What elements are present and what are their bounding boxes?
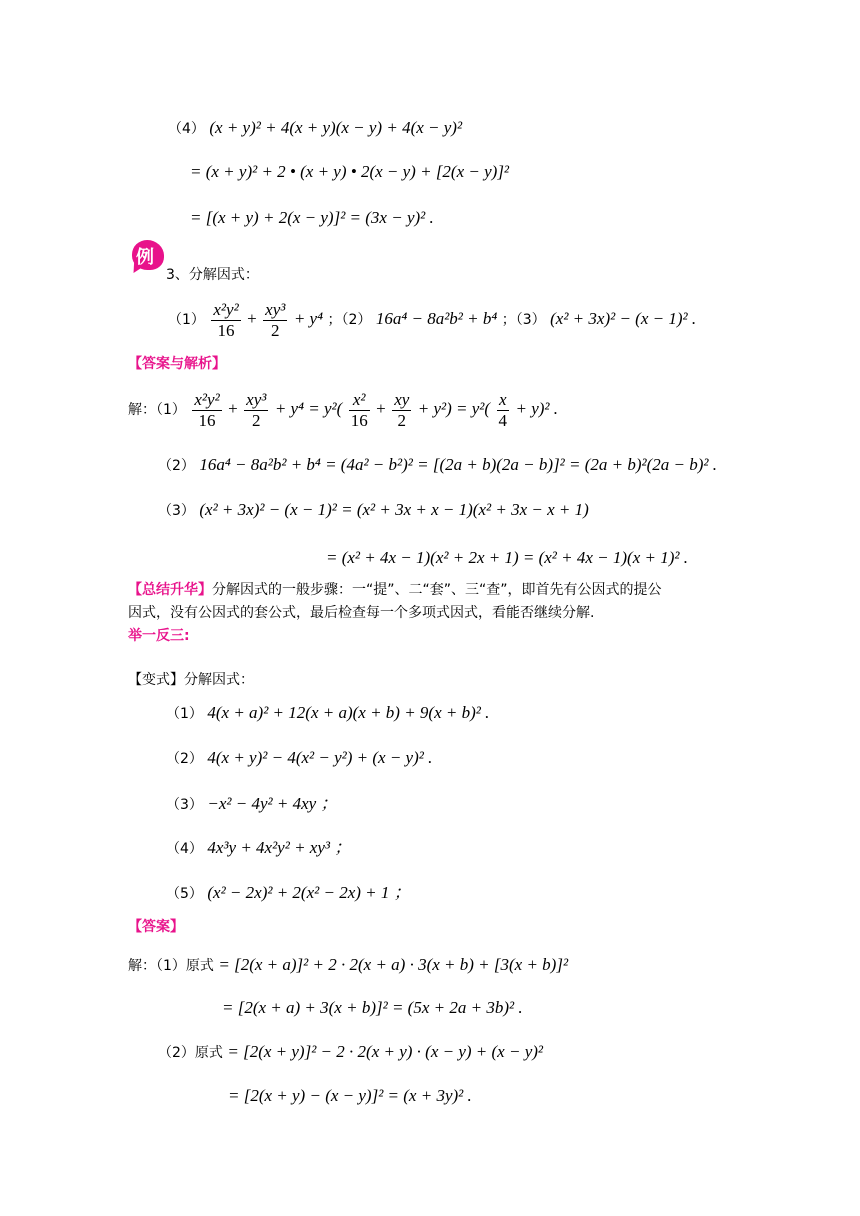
item4-expr2: = (x + y)² + 2 • (x + y) • 2(x − y) + [2(x − y)]² xyxy=(190,162,510,181)
variant-item-2-label: （2） xyxy=(166,751,203,767)
s1-frac1-num: x²y² xyxy=(194,389,220,409)
s1-frac4-num: xy xyxy=(394,389,410,409)
s1-frac5-num: x xyxy=(497,390,510,411)
item4-line2 xyxy=(190,162,509,183)
s1-frac4-den: 2 xyxy=(397,410,407,430)
variant-item-3-label: （3） xyxy=(166,797,203,813)
s1-frac1-den: 16 xyxy=(198,410,216,430)
summary-text2: 因式，没有公因式的套公式，最后检查每一个多项式因式，看能否继续分解. xyxy=(128,605,595,621)
solution3-line2 xyxy=(326,548,688,569)
p2-label: ；（2） xyxy=(327,312,372,328)
s3-label: （3） xyxy=(158,503,195,519)
p2-expr: 16a⁴ − 8a²b² + b⁴ xyxy=(375,309,498,328)
s1-frac2-num: xy³ xyxy=(246,389,267,409)
s3-expr1: (x² + 3x)² − (x − 1)² = (x² + 3x + x − 1)(x² + 3x − x + 1) xyxy=(199,500,589,519)
item4-expr1: (x + y)² + 4(x + y)(x − y) + 4(x − y)² xyxy=(209,118,463,137)
summary-text1: 分解因式的一般步骤：一“提”、二“套”、三“查”，即首先有公因式的提公 xyxy=(212,582,662,598)
variant-item-5 xyxy=(166,883,411,904)
example3-title-text: 3、分解因式： xyxy=(166,267,259,283)
p1-label: （1） xyxy=(168,312,205,328)
summary-heading: 【总结升华】 xyxy=(128,582,212,598)
p1-frac1-num: x²y² xyxy=(213,299,239,319)
s1-frac2 xyxy=(244,390,268,431)
a1-prefix: 解：（1）原式 xyxy=(128,958,214,974)
item4-line3 xyxy=(190,208,434,229)
variant-item-2 xyxy=(166,748,432,769)
example-badge-glyph: 例 xyxy=(136,247,154,268)
variant-item-5-label: （5） xyxy=(166,886,203,902)
example3-problems xyxy=(168,298,696,341)
s2-expr: 16a⁴ − 8a²b² + b⁴ = (4a² − b²)² = [(2a + b)(2a − b)]² = (2a + b)²(2a − b)² . xyxy=(199,455,718,474)
variant-item-4-expr: 4x³y + 4x²y² + xy³ ； xyxy=(207,838,352,857)
s1-plus2: + xyxy=(376,399,386,418)
p1-rest: + y⁴ xyxy=(293,309,323,328)
summary-line1 xyxy=(128,580,662,600)
s1-frac3-den: 16 xyxy=(350,410,368,430)
answer2-a2-line2 xyxy=(228,1086,472,1107)
variant-item-4 xyxy=(166,838,351,859)
a2-expr2: = [2(x + y) − (x − y)]² = (x + 3y)² . xyxy=(228,1086,472,1105)
solution1 xyxy=(128,388,558,431)
variant-title-text: 【变式】分解因式： xyxy=(128,672,254,688)
s1-frac1 xyxy=(192,390,221,431)
item4-label: （4） xyxy=(168,121,205,137)
s2-label: （2） xyxy=(158,458,195,474)
p1-frac1-den: 16 xyxy=(217,320,235,340)
p1-frac2 xyxy=(263,300,287,341)
a1-expr1: = [2(x + a)]² + 2 · 2(x + a) · 3(x + b) + [3(x + b)]² xyxy=(218,955,569,974)
s1-end: + y)² . xyxy=(515,399,559,418)
answer-heading-text: 【答案与解析】 xyxy=(128,356,226,372)
item4-expr3: = [(x + y) + 2(x − y)]² = (3x − y)² . xyxy=(190,208,434,227)
s1-frac3-num: x² xyxy=(349,390,370,411)
answer-heading xyxy=(128,354,226,374)
variant-item-5-expr: (x² − 2x)² + 2(x² − 2x) + 1 ； xyxy=(207,883,411,902)
variant-item-1 xyxy=(166,703,489,724)
a2-expr1: = [2(x + y)]² − 2 · 2(x + y) · (x − y) + (x − y)² xyxy=(227,1042,544,1061)
p1-plus: + xyxy=(247,309,257,328)
s1-mid2: + y²) = y²( xyxy=(417,399,491,418)
p3-label: ；（3） xyxy=(501,312,546,328)
solution-prefix: 解：（1） xyxy=(128,402,186,418)
p3-expr: (x² + 3x)² − (x − 1)² . xyxy=(550,309,697,328)
item4-line1 xyxy=(168,118,462,139)
example-badge-icon xyxy=(128,238,168,278)
answer2-a1-line2 xyxy=(222,998,523,1019)
s1-frac5 xyxy=(497,390,510,431)
variant-item-1-expr: 4(x + a)² + 12(x + a)(x + b) + 9(x + b)² . xyxy=(207,703,490,722)
answer2-heading xyxy=(128,917,184,937)
variant-item-4-label: （4） xyxy=(166,841,203,857)
variant-item-1-label: （1） xyxy=(166,706,203,722)
example3-title xyxy=(166,265,259,285)
p1-frac2-den: 2 xyxy=(271,320,280,340)
summary-line2 xyxy=(128,603,594,623)
a1-expr2: = [2(x + a) + 3(x + b)]² = (5x + 2a + 3b)² . xyxy=(222,998,523,1017)
p1-frac1 xyxy=(211,300,240,341)
practice-heading xyxy=(128,626,190,646)
s3-expr2: = (x² + 4x − 1)(x² + 2x + 1) = (x² + 4x − 1)(x + 1)² . xyxy=(326,548,688,567)
a2-prefix: （2）原式 xyxy=(158,1045,223,1061)
s1-frac5-den: 4 xyxy=(498,410,508,430)
practice-heading-text: 举一反三: xyxy=(128,628,190,644)
variant-item-3 xyxy=(166,794,337,815)
solution2 xyxy=(158,455,717,476)
answer2-heading-text: 【答案】 xyxy=(128,919,184,935)
variant-item-3-expr: −x² − 4y² + 4xy ； xyxy=(207,794,338,813)
s1-mid: + y⁴ = y²( xyxy=(274,399,343,418)
variant-item-2-expr: 4(x + y)² − 4(x² − y²) + (x − y)² . xyxy=(207,748,433,767)
s1-frac2-den: 2 xyxy=(252,410,261,430)
answer2-a1-line1 xyxy=(128,955,568,976)
variant-title xyxy=(128,670,254,690)
p1-frac2-num: xy³ xyxy=(265,299,286,319)
s1-plus: + xyxy=(228,399,238,418)
s1-frac4 xyxy=(392,390,411,431)
answer2-a2-line1 xyxy=(158,1042,543,1063)
s1-frac3 xyxy=(349,390,370,431)
solution3-line1 xyxy=(158,500,589,521)
